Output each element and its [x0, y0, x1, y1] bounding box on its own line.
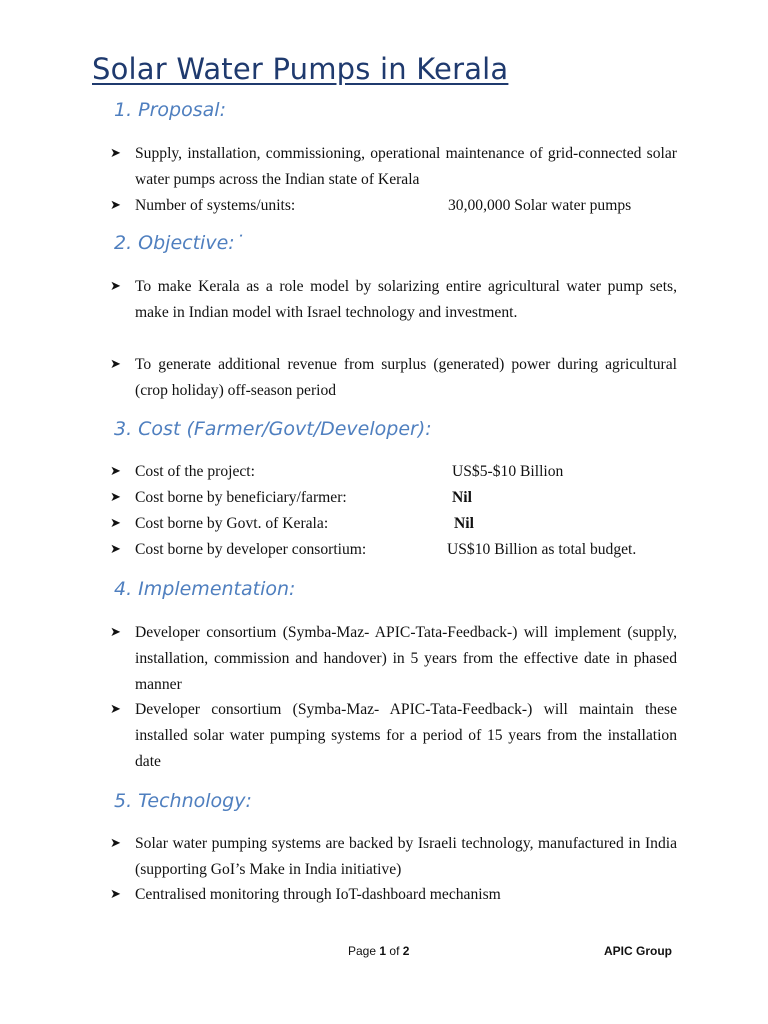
bullet-text: Developer consortium (Symba-Maz- APIC-Tata-Feedback-) will implement (supply, installation, commission and handover) in 5 years from the effective date in phased manner: [135, 624, 677, 693]
arrowhead-bullet-icon: ➤: [110, 836, 121, 851]
arrowhead-bullet-icon: ➤: [110, 357, 121, 372]
list-item: [110, 274, 677, 326]
page-current: 1: [379, 944, 387, 958]
row-value: US$10 Billion as total budget.: [447, 541, 637, 558]
list-item: [110, 352, 677, 404]
arrowhead-bullet-icon: ➤: [110, 887, 121, 902]
row-label: Number of systems/units:: [135, 197, 296, 214]
arrowhead-bullet-icon: ➤: [110, 490, 121, 505]
row-label: Cost borne by Govt. of Kerala:: [135, 515, 329, 532]
arrowhead-bullet-icon: ➤: [110, 198, 121, 213]
list-item: [110, 831, 677, 883]
arrowhead-bullet-icon: ➤: [110, 146, 121, 161]
footer-organization: APIC Group: [604, 944, 672, 958]
heading-technology: 5. Technology:: [114, 790, 252, 812]
bullet-text: To generate additional revenue from surplus (generated) power during agricultural (crop holiday) off-season period: [135, 356, 677, 399]
list-item: [110, 620, 677, 698]
row-value: 30,00,000 Solar water pumps: [448, 197, 632, 214]
arrowhead-bullet-icon: ➤: [110, 625, 121, 640]
heading-implementation: 4. Implementation:: [114, 578, 296, 600]
row-label: Cost borne by beneficiary/farmer:: [135, 489, 347, 506]
arrowhead-bullet-icon: ➤: [110, 702, 121, 717]
of-word: of: [389, 944, 400, 958]
list-item: [110, 882, 677, 908]
heading-proposal: 1. Proposal:: [114, 99, 226, 121]
page-word: Page: [348, 944, 377, 958]
list-item: [110, 141, 677, 193]
row-value: Nil: [452, 489, 472, 506]
row-label: Cost borne by developer consortium:: [135, 541, 367, 558]
row-value: US$5-$10 Billion: [452, 463, 564, 480]
bullet-text: Solar water pumping systems are backed by Israeli technology, manufactured in India (supporting GoI’s Make in India initiative): [135, 835, 677, 878]
bullet-text: Centralised monitoring through IoT-dashboard mechanism: [135, 886, 501, 903]
arrowhead-bullet-icon: ➤: [110, 279, 121, 294]
row-value: Nil: [454, 515, 474, 532]
heading-objective: 2. Objective:˙: [114, 232, 245, 254]
arrowhead-bullet-icon: ➤: [110, 542, 121, 557]
arrowhead-bullet-icon: ➤: [110, 464, 121, 479]
list-item: [110, 697, 677, 775]
document-title: Solar Water Pumps in Kerala: [92, 52, 509, 86]
arrowhead-bullet-icon: ➤: [110, 516, 121, 531]
row-label: Cost of the project:: [135, 463, 255, 480]
heading-cost: 3. Cost (Farmer/Govt/Developer):: [114, 418, 432, 440]
bullet-text: To make Kerala as a role model by solarizing entire agricultural water pump sets, make in Indian model with Israel technology and investment.: [135, 278, 677, 321]
page-total: 2: [402, 944, 410, 958]
bullet-text: Developer consortium (Symba-Maz- APIC-Tata-Feedback-) will maintain these installed solar water pumping systems for a period of 15 years from the installation date: [135, 701, 677, 770]
bullet-text: Supply, installation, commissioning, operational maintenance of grid-connected solar water pumps across the Indian state of Kerala: [135, 145, 677, 188]
page-number: [348, 944, 409, 958]
